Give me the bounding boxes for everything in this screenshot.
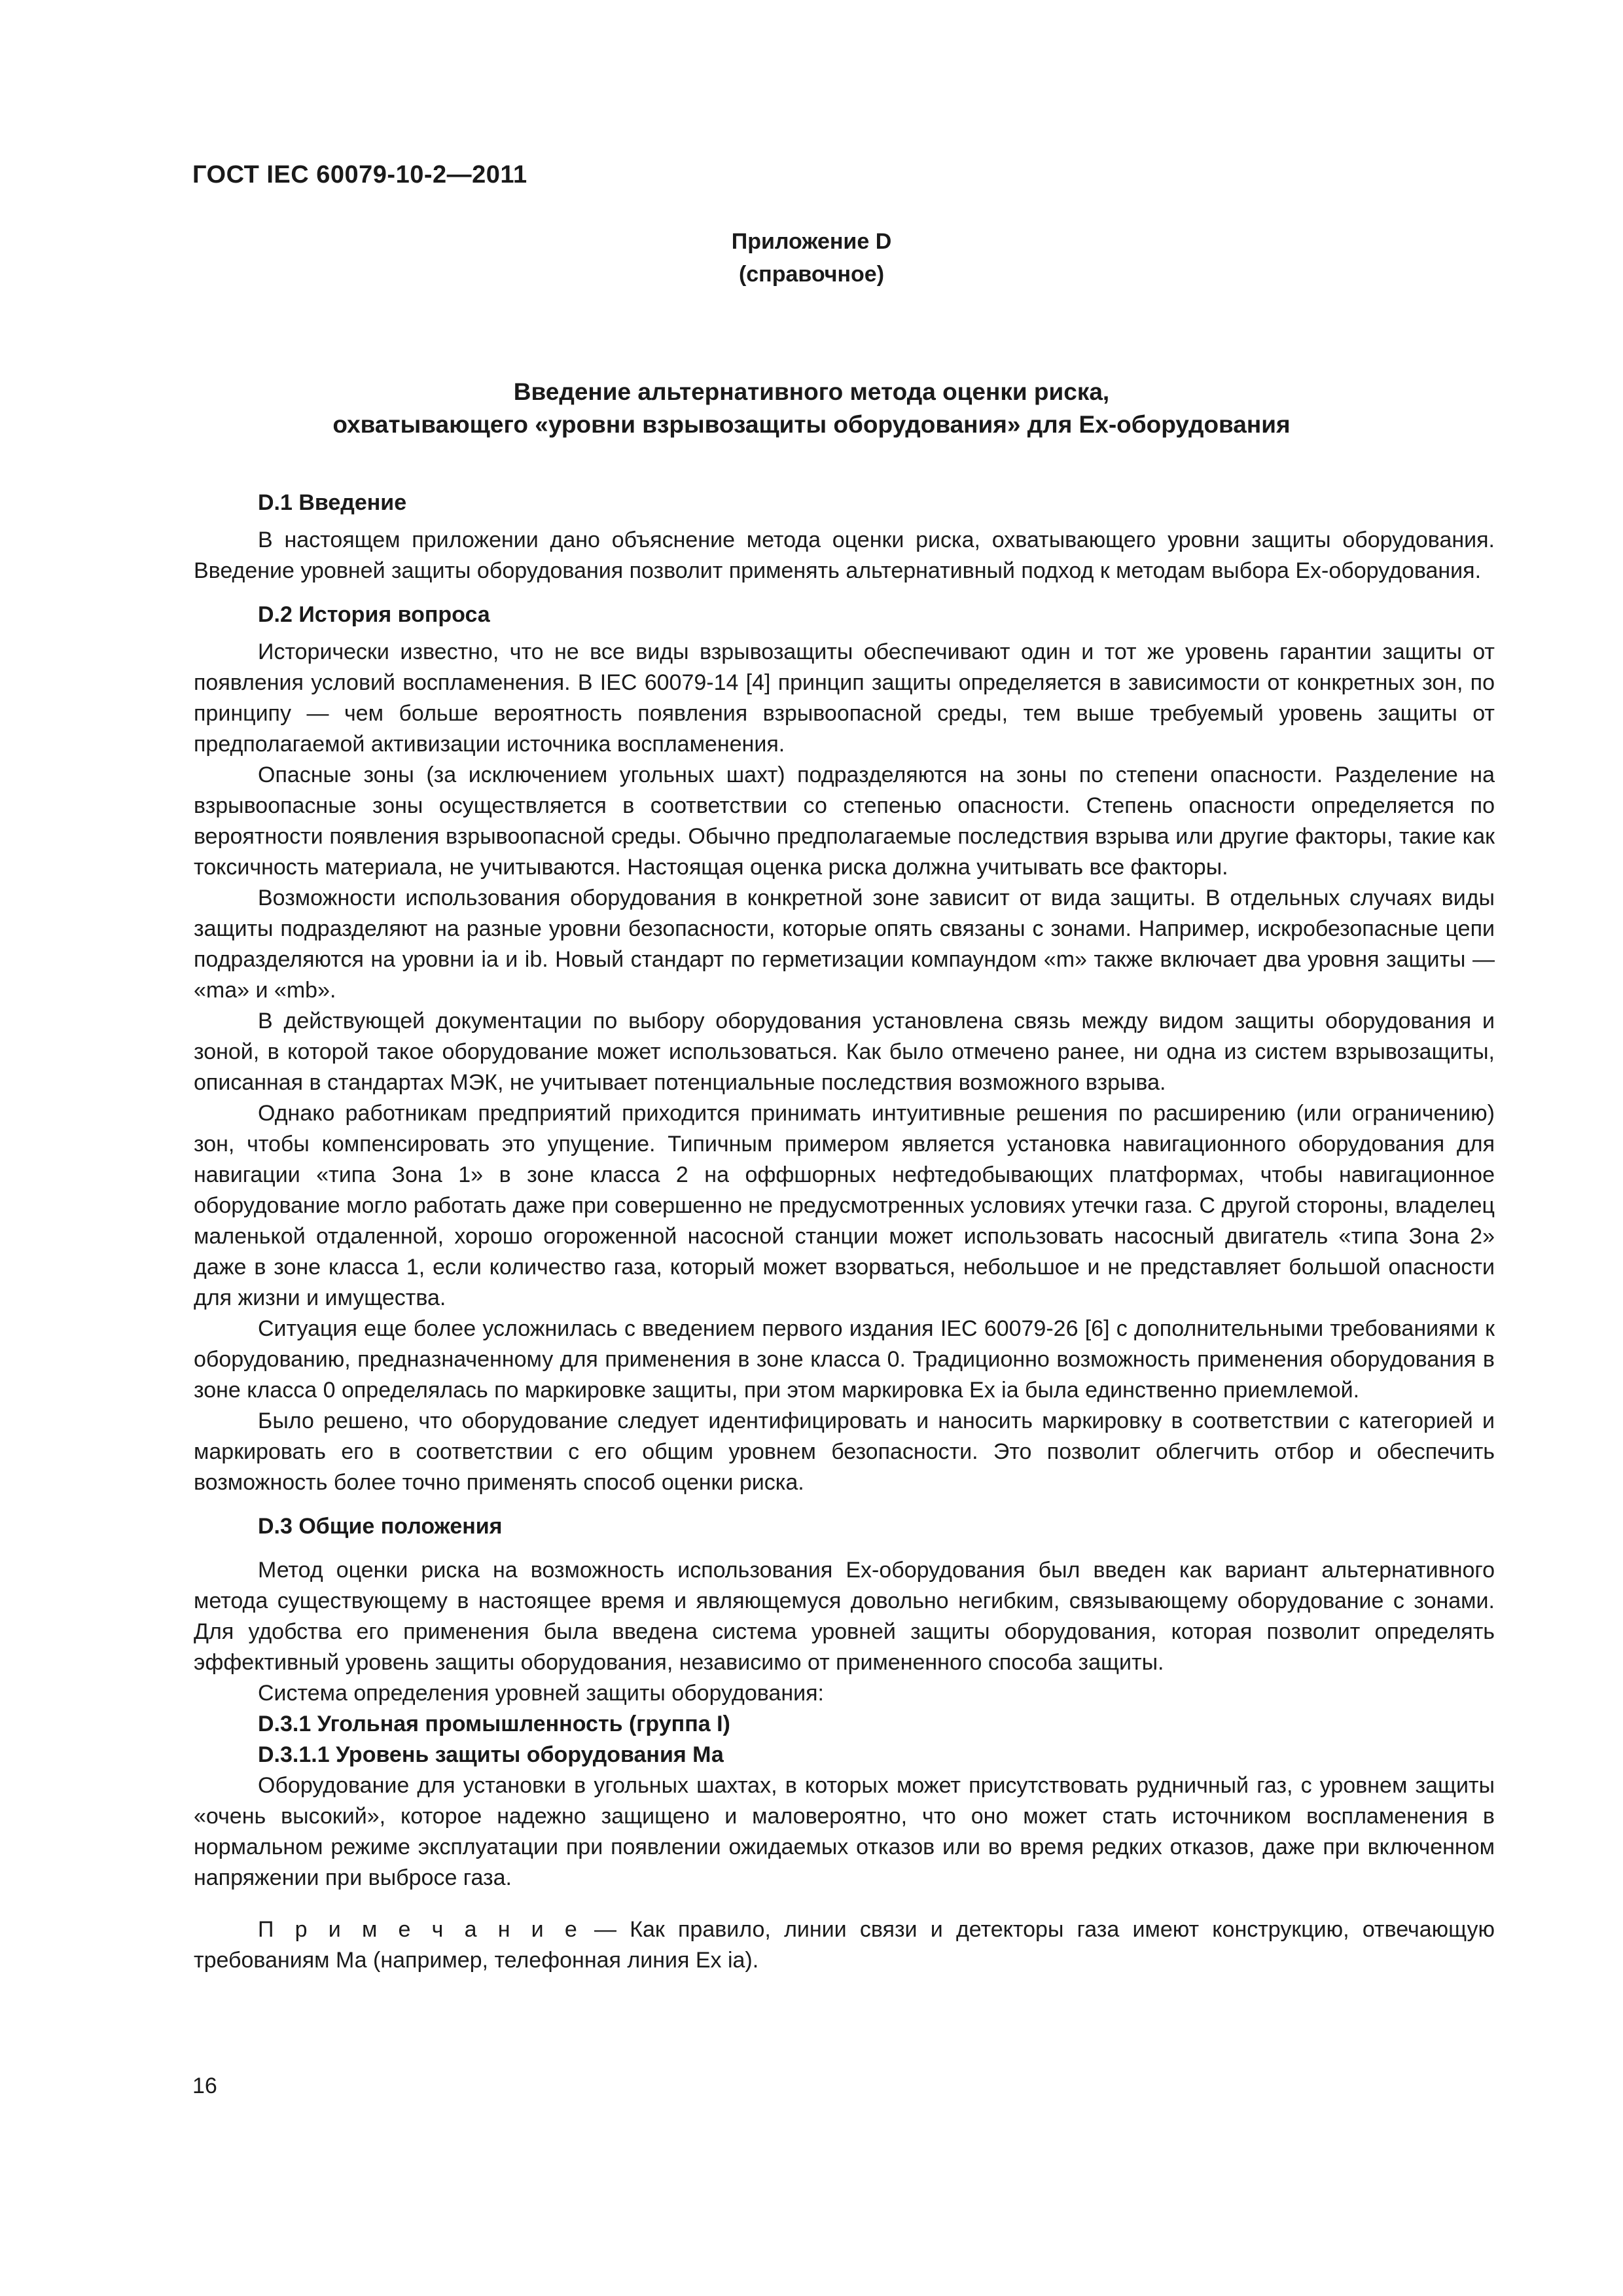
annex-status: (справочное) [738,262,885,287]
section-d3-1-1-heading: D.3.1.1 Уровень защиты оборудования Ма [258,1742,724,1767]
section-d3-paragraph-2: Система определения уровней защиты оборудования: [258,1681,824,1706]
section-d3-paragraph-1: Метод оценки риска на возможность использования Ех-оборудования был введен как вариант альтернативного метода существующему в настоящее время и являющемуся довольно негибким, связывающему оборудование с зонами. Для удобства его применения была введена система уровней защиты оборудования, которая позволит определять эффективный уровень защиты оборудования, независимо от примененного способа защиты. [194,1558,1495,1675]
annex-title-line1: Введение альтернативного метода оценки риска, [513,378,1110,405]
section-d2-paragraph-1: Исторически известно, что не все виды взрывозащиты обеспечивают один и тот же уровень гарантии защиты от появления условий воспламенения. В IEC 60079-14 [4] принцип защиты определяется в зависимости от конкретных зон, по принципу — чем больше вероятность появления взрывоопасной среды, тем выше требуемый уровень защиты от предполагаемой активизации источника воспламенения. [194,639,1495,757]
section-d3-1-heading: D.3.1 Угольная промышленность (группа I) [258,1712,730,1736]
section-d2-paragraph-6: Ситуация еще более усложнилась с введением первого издания IEC 60079-26 [6] с дополнительными требованиями к оборудованию, предназначенному для применения в зоне класса 0. Традиционно возможность применения оборудования в зоне класса 0 определялась по маркировке защиты, при этом маркировка Ex ia была единственно приемлемой. [194,1316,1495,1403]
section-d2-paragraph-7: Было решено, что оборудование следует идентифицировать и наносить маркировку в соответствии с категорией и маркировать его в соответствии с его общим уровнем безопасности. Это позволит облегчить отбор и обеспечить возможность более точно применять способ оценки риска. [194,1408,1495,1495]
note-text: — Как правило, линии связи и детекторы газа имеют конструкцию, отвечающую требованиям Ма (например, телефонная линия Ex ia). [194,1917,1495,1973]
page-number: 16 [192,2073,217,2098]
section-d2-heading: D.2 История вопроса [258,602,490,627]
section-d1-paragraph: В настоящем приложении дано объяснение метода оценки риска, охватывающего уровни защиты оборудования. Введение уровней защиты оборудования позволит применять альтернативный подход к методам выбора Ех-оборудования. [194,528,1495,583]
note-paragraph [194,1914,1495,1976]
section-d2-paragraph-3: Возможности использования оборудования в конкретной зоне зависит от вида защиты. В отдельных случаях виды защиты подразделяют на разные уровни безопасности, которые опять связаны с зонами. Например, искробезопасные цепи подразделяются на уровни ia и ib. Новый стандарт по герметизации компаундом «m» также включает два уровня защиты — «ma» и «mb». [194,886,1495,1003]
section-d2-paragraph-4: В действующей документации по выбору оборудования установлена связь между видом защиты оборудования и зоной, в которой такое оборудование может использоваться. Как было отмечено ранее, ни одна из систем взрывозащиты, описанная в стандартах МЭК, не учитывает потенциальные последствия возможного взрыва. [194,1009,1495,1095]
document-body [194,488,1495,1976]
section-d2-paragraph-5: Однако работникам предприятий приходится принимать интуитивные решения по расширению (или ограничению) зон, чтобы компенсировать это упущение. Типичным примером является установка навигационного оборудования для навигации «типа Зона 1» в зоне класса 2 на оффшорных нефтедобывающих платформах, чтобы навигационное оборудование могло работать даже при совершенно не предусмотренных условиях утечки газа. С другой стороны, владелец маленькой отдаленной, хорошо огороженной насосной станции может использовать насосный двигатель «типа Зона 2» даже в зоне класса 1, если количество газа, который может взорваться, небольшое и не представляет большой опасности для жизни и имущества. [194,1101,1495,1310]
section-d3-heading: D.3 Общие положения [258,1514,503,1539]
section-d3-1-1-paragraph: Оборудование для установки в угольных шахтах, в которых может присутствовать рудничный газ, с уровнем защиты «очень высокий», которое надежно защищено и маловероятно, что оно может стать источником воспламенения в нормальном режиме эксплуатации при появлении ожидаемых отказов или во время редких отказов, даже при включенном напряжении при выбросе газа. [194,1773,1495,1890]
note-label: П р и м е ч а н и е [258,1917,581,1942]
section-d1-heading: D.1 Введение [258,490,407,515]
annex-label: Приложение D [731,229,892,254]
document-header-id: ГОСТ IEC 60079-10-2—2011 [192,161,527,188]
annex-title-line2: охватывающего «уровни взрывозащиты оборудования» для Ех-оборудования [332,411,1291,438]
section-d2-paragraph-2: Опасные зоны (за исключением угольных шахт) подразделяются на зоны по степени опасности. Разделение на взрывоопасные зоны осуществляется в соответствии со степенью опасности. Степень опасности определяется по вероятности появления взрывоопасной среды. Обычно предполагаемые последствия взрыва или другие факторы, такие как токсичность материала, не учитываются. Настоящая оценка риска должна учитывать все факторы. [194,762,1495,880]
